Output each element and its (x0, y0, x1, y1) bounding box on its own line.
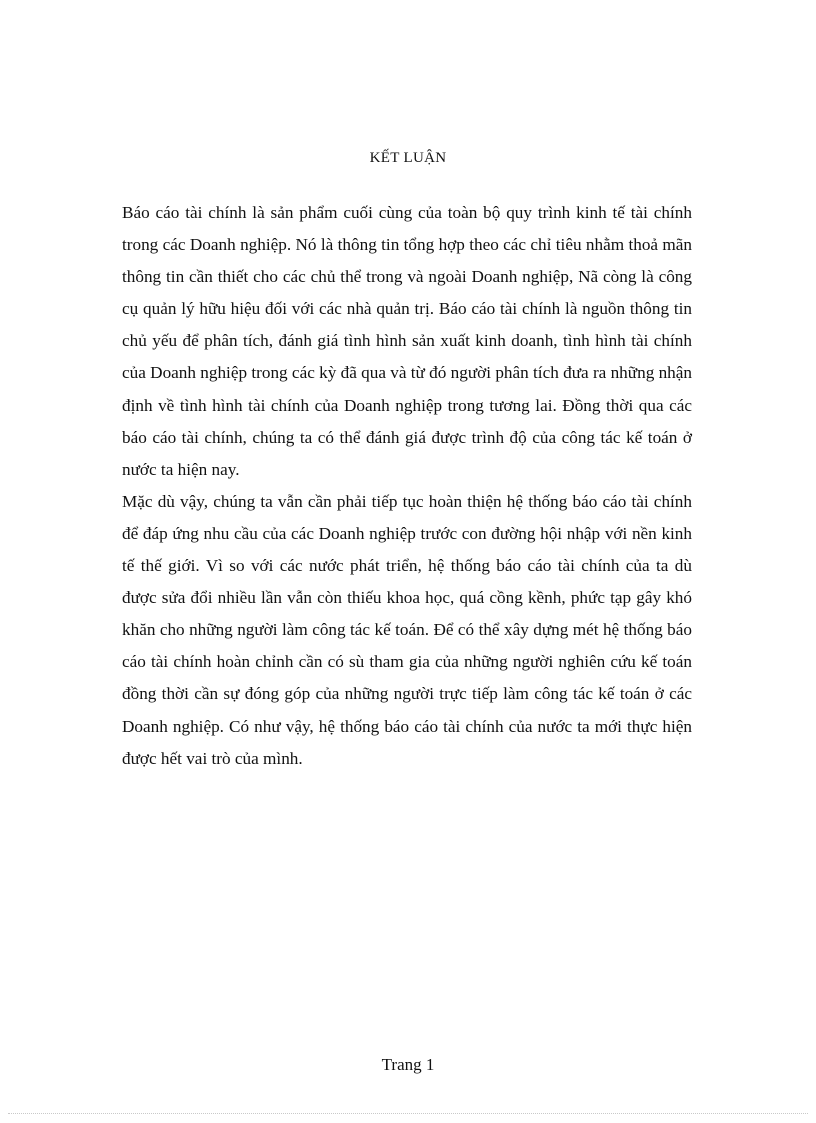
body-text (122, 197, 692, 775)
page-number: Trang 1 (381, 1055, 435, 1074)
paragraph-2: Mặc dù vậy, chúng ta vẫn cần phải tiếp tục hoàn thiện hệ thống báo cáo tài chính để đáp ứng nhu cầu của các Doanh nghiệp trước con đường hội nhập với nền kinh tế thế giới. Vì so với các nước phát triển, hệ thống báo cáo tài chính của ta dù được sửa đổi nhiều lần vẫn còn thiếu khoa học, quá cồng kềnh, phức tạp gây khó khăn cho những người làm công tác kế toán. Để có thể xây dựng mét hệ thống báo cáo tài chính hoàn chỉnh cần có sù tham gia của những người nghiên cứu kế toán đồng thời cần sự đóng góp của những người trực tiếp làm công tác kế toán ở các Doanh nghiệp. Có như vậy, hệ thống báo cáo tài chính của nước ta mới thực hiện được hết vai trò của mình. (122, 491, 692, 768)
paragraph-1: Báo cáo tài chính là sản phẩm cuối cùng của toàn bộ quy trình kinh tế tài chính trong các Doanh nghiệp. Nó là thông tin tổng hợp theo các chỉ tiêu nhằm thoả mãn thông tin cần thiết cho các chủ thể trong và ngoài Doanh nghiệp, Nã còng là công cụ quản lý hữu hiệu đối với các nhà quản trị. Báo cáo tài chính là nguồn thông tin chủ yếu để phân tích, đánh giá tình hình sản xuất kinh doanh, tình hình tài chính của Doanh nghiệp trong các kỳ đã qua và từ đó người phân tích đưa ra những nhận định về tình hình tài chính của Doanh nghiệp trong tương lai. Đồng thời qua các báo cáo tài chính, chúng ta có thể đánh giá được trình độ của công tác kế toán ở nước ta hiện nay. (122, 203, 692, 479)
page-title: KẾT LUẬN (369, 150, 447, 166)
bottom-divider (8, 1113, 808, 1114)
